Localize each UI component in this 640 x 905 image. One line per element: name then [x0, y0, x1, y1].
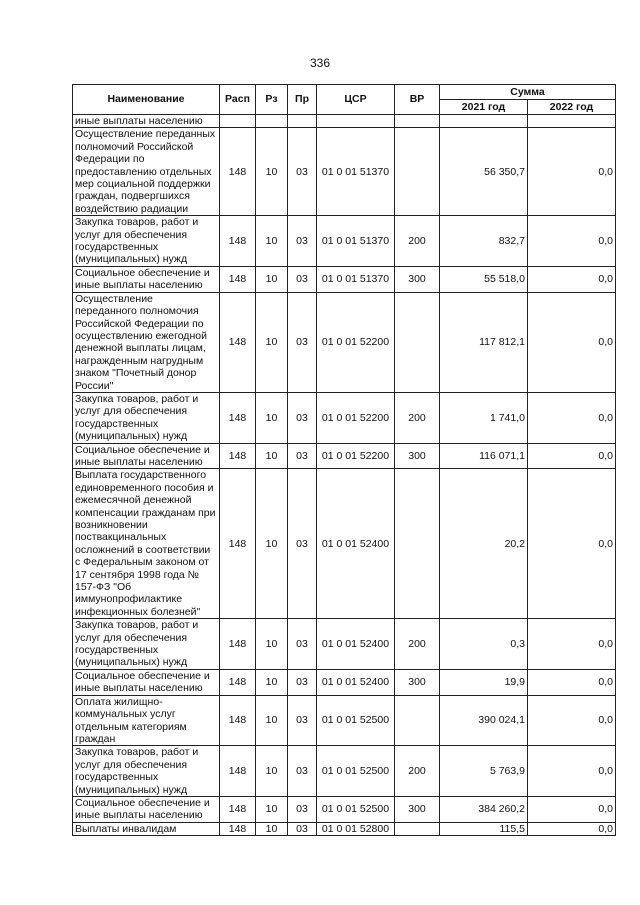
- cell-rasp: 148: [220, 669, 256, 695]
- cell-pr: 03: [288, 822, 317, 835]
- header-vr: ВР: [395, 85, 440, 115]
- cell-y2022: [528, 115, 616, 128]
- cell-pr: 03: [288, 469, 317, 619]
- cell-name: Осуществление переданного полномочия Российской Федерации по осуществлению ежегодной денежной выплаты лицам, награжденным нагрудным знаком "Почетный донор России": [73, 292, 220, 392]
- cell-csr: 01 0 01 52200: [317, 443, 395, 469]
- cell-name: Осуществление переданных полномочий Российской Федерации по предоставлению отдельных мер социальной поддержки граждан, подвергшихся воздействию радиации: [73, 128, 220, 216]
- cell-rasp: 148: [220, 392, 256, 443]
- table-row: [73, 115, 616, 128]
- cell-y2022: 0,0: [528, 216, 616, 267]
- header-csr: ЦСР: [317, 85, 395, 115]
- cell-y2021: 19,9: [440, 669, 528, 695]
- table-row: [73, 469, 616, 619]
- cell-pr: 03: [288, 392, 317, 443]
- table-row: [73, 216, 616, 267]
- cell-vr: 200: [395, 216, 440, 267]
- cell-y2021: [440, 115, 528, 128]
- cell-y2021: 116 071,1: [440, 443, 528, 469]
- table-row: [73, 695, 616, 746]
- cell-name: Закупка товаров, работ и услуг для обеспечения государственных (муниципальных) нужд: [73, 619, 220, 670]
- cell-y2021: 55 518,0: [440, 266, 528, 292]
- cell-rasp: [220, 115, 256, 128]
- cell-rz: 10: [256, 292, 288, 392]
- cell-rasp: 148: [220, 292, 256, 392]
- cell-vr: [395, 469, 440, 619]
- cell-y2021: 56 350,7: [440, 128, 528, 216]
- cell-y2021: 20,2: [440, 469, 528, 619]
- cell-rasp: 148: [220, 469, 256, 619]
- header-rz: Рз: [256, 85, 288, 115]
- header-2021: 2021 год: [440, 100, 528, 115]
- cell-name: Оплата жилищно-коммунальных услуг отдельным категориям граждан: [73, 695, 220, 746]
- cell-csr: 01 0 01 52500: [317, 746, 395, 797]
- cell-y2022: 0,0: [528, 128, 616, 216]
- cell-rz: [256, 115, 288, 128]
- cell-y2022: 0,0: [528, 619, 616, 670]
- cell-vr: [395, 292, 440, 392]
- cell-y2021: 115,5: [440, 822, 528, 835]
- cell-rz: 10: [256, 469, 288, 619]
- cell-y2021: 5 763,9: [440, 746, 528, 797]
- table-body: [73, 115, 616, 836]
- cell-pr: [288, 115, 317, 128]
- header-name: Наименование: [73, 85, 220, 115]
- cell-rasp: 148: [220, 796, 256, 822]
- cell-rasp: 148: [220, 216, 256, 267]
- cell-y2022: 0,0: [528, 669, 616, 695]
- cell-rz: 10: [256, 619, 288, 670]
- cell-vr: 200: [395, 392, 440, 443]
- cell-vr: [395, 695, 440, 746]
- cell-pr: 03: [288, 746, 317, 797]
- cell-pr: 03: [288, 266, 317, 292]
- cell-name: Закупка товаров, работ и услуг для обеспечения государственных (муниципальных) нужд: [73, 392, 220, 443]
- cell-rz: 10: [256, 128, 288, 216]
- table-row: [73, 266, 616, 292]
- cell-y2021: 117 812,1: [440, 292, 528, 392]
- budget-table: [72, 84, 616, 836]
- cell-y2022: 0,0: [528, 695, 616, 746]
- table-row: [73, 822, 616, 835]
- cell-y2022: 0,0: [528, 392, 616, 443]
- cell-csr: 01 0 01 52500: [317, 695, 395, 746]
- cell-rasp: 148: [220, 822, 256, 835]
- cell-name: иные выплаты населению: [73, 115, 220, 128]
- cell-csr: 01 0 01 52400: [317, 469, 395, 619]
- table-row: [73, 392, 616, 443]
- cell-csr: 01 0 01 51370: [317, 266, 395, 292]
- cell-vr: 300: [395, 796, 440, 822]
- cell-y2021: 1 741,0: [440, 392, 528, 443]
- cell-csr: 01 0 01 51370: [317, 128, 395, 216]
- cell-vr: 200: [395, 746, 440, 797]
- cell-y2022: 0,0: [528, 822, 616, 835]
- cell-y2022: 0,0: [528, 796, 616, 822]
- cell-rz: 10: [256, 216, 288, 267]
- table-row: [73, 292, 616, 392]
- cell-csr: 01 0 01 52500: [317, 796, 395, 822]
- cell-csr: 01 0 01 52800: [317, 822, 395, 835]
- cell-name: Закупка товаров, работ и услуг для обеспечения государственных (муниципальных) нужд: [73, 216, 220, 267]
- header-2022: 2022 год: [528, 100, 616, 115]
- cell-vr: 200: [395, 619, 440, 670]
- cell-name: Выплата государственного единовременного пособия и ежемесячной денежной компенсации гражданам при возникновении поствакцинальных осложнений в соответствии с Федеральным законом от 17 сентября 1998 года № 157-ФЗ "Об иммунопрофилактике инфекционных болезней": [73, 469, 220, 619]
- table-row: [73, 443, 616, 469]
- cell-rz: 10: [256, 266, 288, 292]
- cell-rz: 10: [256, 669, 288, 695]
- cell-rz: 10: [256, 822, 288, 835]
- cell-y2021: 0,3: [440, 619, 528, 670]
- cell-y2021: 384 260,2: [440, 796, 528, 822]
- cell-csr: 01 0 01 52400: [317, 619, 395, 670]
- cell-vr: 300: [395, 669, 440, 695]
- cell-rz: 10: [256, 796, 288, 822]
- cell-y2022: 0,0: [528, 469, 616, 619]
- cell-vr: [395, 115, 440, 128]
- cell-name: Социальное обеспечение и иные выплаты населению: [73, 266, 220, 292]
- cell-rasp: 148: [220, 266, 256, 292]
- cell-vr: [395, 128, 440, 216]
- cell-rasp: 148: [220, 443, 256, 469]
- cell-pr: 03: [288, 796, 317, 822]
- cell-rasp: 148: [220, 619, 256, 670]
- cell-rz: 10: [256, 392, 288, 443]
- table-row: [73, 669, 616, 695]
- cell-vr: [395, 822, 440, 835]
- cell-y2022: 0,0: [528, 746, 616, 797]
- cell-rz: 10: [256, 746, 288, 797]
- cell-name: Закупка товаров, работ и услуг для обеспечения государственных (муниципальных) нужд: [73, 746, 220, 797]
- cell-csr: 01 0 01 52200: [317, 292, 395, 392]
- cell-pr: 03: [288, 669, 317, 695]
- header-pr: Пр: [288, 85, 317, 115]
- cell-csr: 01 0 01 52400: [317, 669, 395, 695]
- table-row: [73, 128, 616, 216]
- table-row: [73, 619, 616, 670]
- header-sum: Сумма: [440, 85, 616, 100]
- cell-pr: 03: [288, 128, 317, 216]
- cell-y2022: 0,0: [528, 443, 616, 469]
- cell-pr: 03: [288, 695, 317, 746]
- cell-csr: 01 0 01 51370: [317, 216, 395, 267]
- page-number: 336: [309, 56, 331, 70]
- cell-y2021: 390 024,1: [440, 695, 528, 746]
- cell-pr: 03: [288, 216, 317, 267]
- cell-y2022: 0,0: [528, 266, 616, 292]
- table-row: [73, 796, 616, 822]
- cell-rasp: 148: [220, 128, 256, 216]
- cell-name: Выплаты инвалидам: [73, 822, 220, 835]
- cell-rasp: 148: [220, 746, 256, 797]
- cell-pr: 03: [288, 443, 317, 469]
- cell-pr: 03: [288, 619, 317, 670]
- cell-vr: 300: [395, 443, 440, 469]
- cell-y2022: 0,0: [528, 292, 616, 392]
- cell-name: Социальное обеспечение и иные выплаты населению: [73, 669, 220, 695]
- cell-rasp: 148: [220, 695, 256, 746]
- cell-pr: 03: [288, 292, 317, 392]
- cell-name: Социальное обеспечение и иные выплаты населению: [73, 443, 220, 469]
- cell-name: Социальное обеспечение и иные выплаты населению: [73, 796, 220, 822]
- header-rasp: Расп: [220, 85, 256, 115]
- cell-vr: 300: [395, 266, 440, 292]
- cell-csr: 01 0 01 52200: [317, 392, 395, 443]
- cell-csr: [317, 115, 395, 128]
- cell-rz: 10: [256, 695, 288, 746]
- table-row: [73, 746, 616, 797]
- cell-rz: 10: [256, 443, 288, 469]
- cell-y2021: 832,7: [440, 216, 528, 267]
